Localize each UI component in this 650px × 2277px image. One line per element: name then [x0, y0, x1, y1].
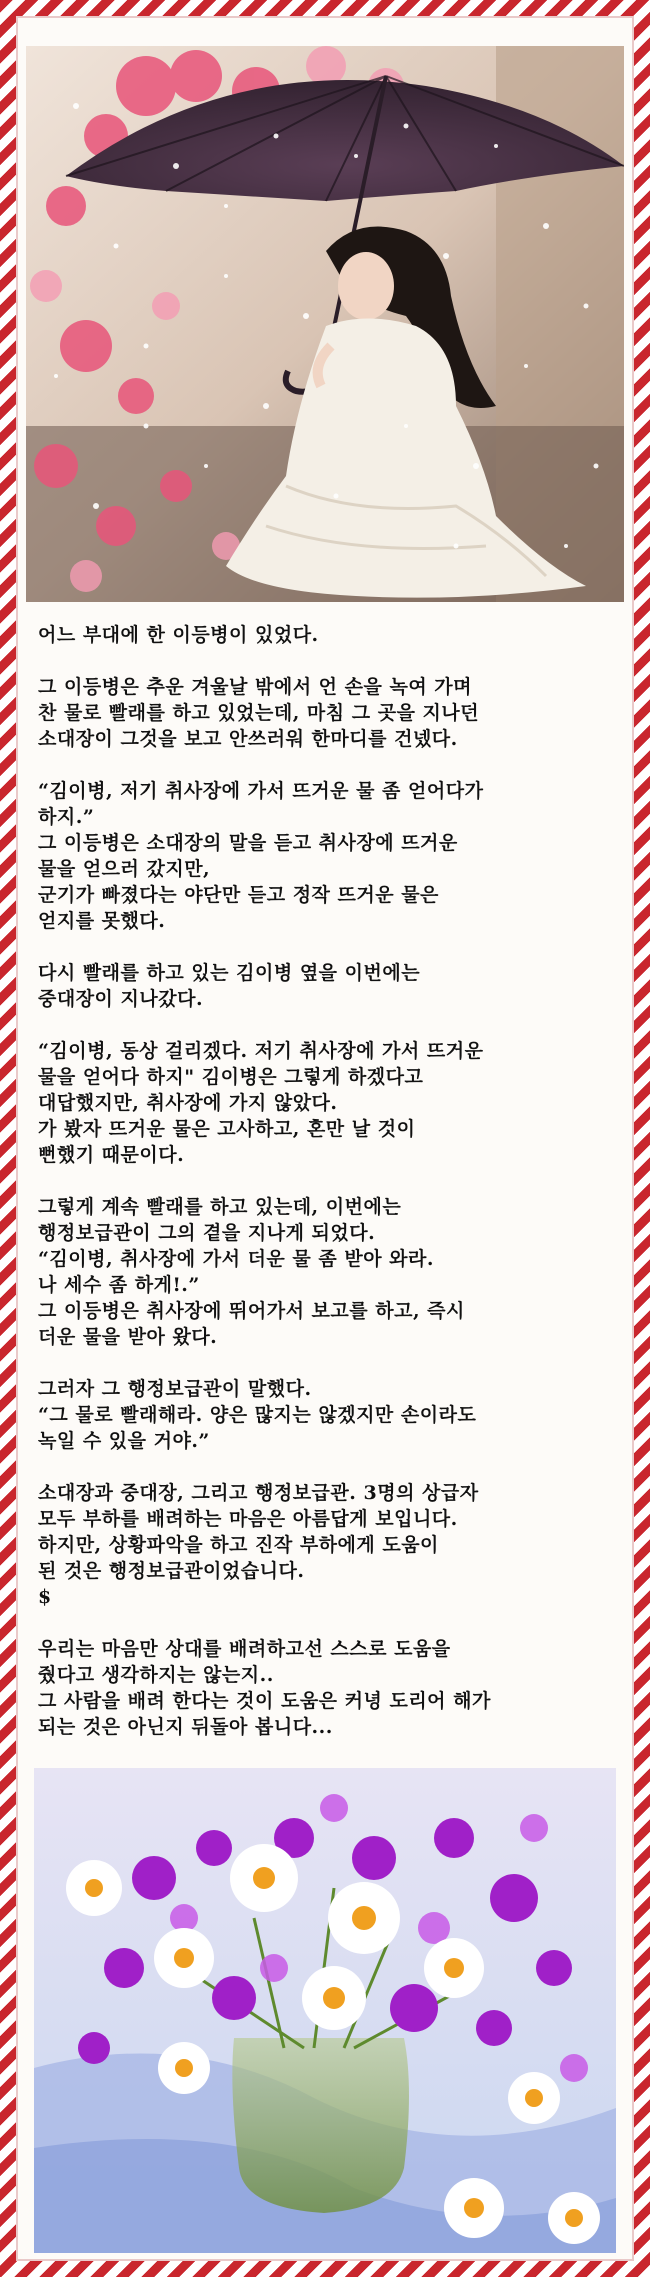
- woman-umbrella-illustration: [26, 46, 624, 602]
- story-paragraph: 그러자 그 행정보급관이 말했다. “그 물로 빨래해라. 양은 많지는 않겠지만 손이라도 녹일 수 있을 거야.”: [38, 1378, 477, 1452]
- story-paragraph: 우리는 마음만 상대를 배려하고선 스스로 도움을 줬다고 생각하지는 않는지.. 그 사람을 배려 한다는 것이 도움은 커녕 도리어 해가 되는 것은 아닌지 뒤돌아 봅니다...: [38, 1638, 491, 1738]
- story-paragraph: “김이병, 저기 취사장에 가서 뜨거운 물 좀 얻어다가 하지.” 그 이등병은 소대장의 말을 듣고 취사장에 뜨거운 물을 얻으러 갔지만, 군기가 빠졌다는 야단만 듣고 정작 뜨거운 물은 얻지를 못했다.: [38, 780, 484, 932]
- story-paragraph: 소대장과 중대장, 그리고 행정보급관. 3명의 상급자 모두 부하를 배려하는 마음은 아름답게 보입니다. 하지만, 상황파악을 하고 진작 부하에게 도움이 된 것은 행정보급관이었습니다. $: [38, 1482, 479, 1608]
- content-frame: [16, 16, 634, 2261]
- story-paragraph: 다시 빨래를 하고 있는 김이병 옆을 이번에는 중대장이 지나갔다.: [38, 962, 421, 1010]
- story-paragraph: “김이병, 동상 걸리겠다. 저기 취사장에 가서 뜨거운 물을 얻어다 하지" 김이병은 그렇게 하겠다고 대답했지만, 취사장에 가지 않았다. 가 봤자 뜨거운 물은 고사하고, 혼만 날 것이 뻔했기 때문이다.: [38, 1040, 484, 1166]
- flower-bouquet-illustration: [34, 1768, 616, 2253]
- top-photo: [26, 46, 624, 602]
- story-paragraph: 어느 부대에 한 이등병이 있었다.: [38, 624, 319, 646]
- story-paragraph: 그렇게 계속 빨래를 하고 있는데, 이번에는 행정보급관이 그의 곁을 지나게 되었다. “김이병, 취사장에 가서 더운 물 좀 받아 와라. 나 세수 좀 하게!.” 그 이등병은 취사장에 뛰어가서 보고를 하고, 즉시 더운 물을 받아 왔다.: [38, 1196, 465, 1348]
- bottom-photo: [34, 1768, 616, 2253]
- story-text: [38, 622, 614, 1766]
- story-paragraph: 그 이등병은 추운 겨울날 밖에서 언 손을 녹여 가며 찬 물로 빨래를 하고 있었는데, 마침 그 곳을 지나던 소대장이 그것을 보고 안쓰러워 한마디를 건넸다.: [38, 676, 480, 750]
